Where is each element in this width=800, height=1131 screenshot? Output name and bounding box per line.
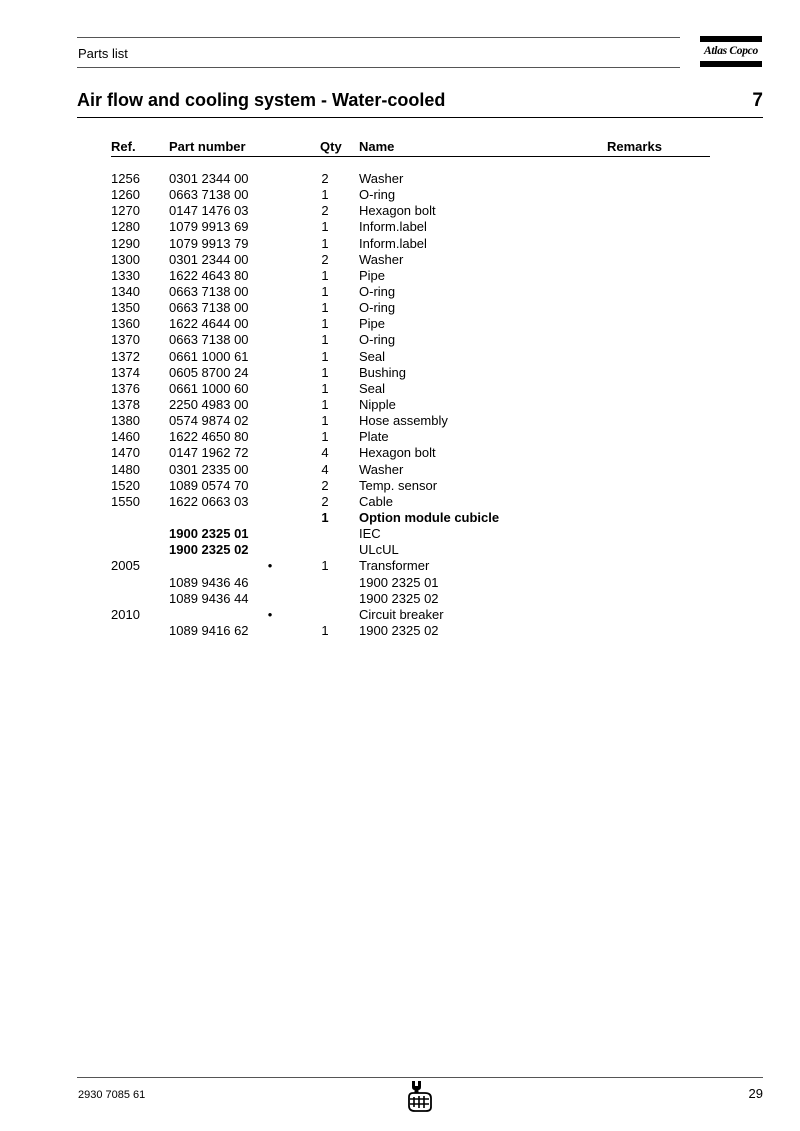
table-row [0,462,800,478]
cell-qty: 2 [321,171,329,186]
cell-part-number: 1622 0663 03 [169,493,249,509]
cell-qty: 2 [321,203,329,219]
cell-ref: 1520 [111,477,140,493]
cell-qty: 4 [321,461,329,477]
cell-ref: 1372 [111,348,140,364]
table-row [0,526,800,542]
section-number: 7 [752,90,763,111]
cell-ref: 2010 [111,606,140,622]
cell-name: Nipple [359,396,396,412]
table-row [0,171,800,187]
table-row [0,478,800,494]
cell-part-number: 0663 7138 00 [169,332,249,348]
table-row [0,607,800,623]
table-row [0,268,800,284]
cell-ref: 1300 [111,251,140,267]
cell-qty: 1 [321,429,329,445]
cell-part-number: 0663 7138 00 [169,300,249,316]
cell-qty: 1 [321,380,329,396]
cell-ref: 1290 [111,235,140,251]
cell-ref: 1270 [111,203,140,219]
cell-part-number: 1900 2325 01 [169,526,249,542]
table-row [0,332,800,348]
cell-name: Bushing [359,364,406,380]
cell-name: Circuit breaker [359,606,444,622]
cell-part-number: 0574 9874 02 [169,413,249,429]
page-number: 29 [748,1086,763,1101]
cell-part-number: 1089 9436 46 [169,574,249,590]
table-row [0,591,800,607]
cell-ref: 1360 [111,316,140,332]
table-row [0,542,800,558]
cell-name: Inform.label [359,219,427,235]
column-header-ref: Ref. [111,139,136,154]
cell-qty: 1 [321,235,329,251]
cell-part-number: 0301 2344 00 [169,251,249,267]
cell-qty: 1 [321,413,329,429]
cell-qty: 1 [321,622,329,638]
cell-qty: 1 [321,509,329,525]
cell-part-number: 1079 9913 79 [169,235,249,251]
footer-rule [77,1077,763,1078]
cell-part-number: 1089 0574 70 [169,477,249,493]
cell-qty: 2 [321,251,329,267]
cell-ref: 1378 [111,396,140,412]
cell-name: Seal [359,348,386,364]
cell-qty: 1 [321,396,329,412]
cell-name: 1900 2325 02 [359,622,439,638]
cell-qty: 1 [321,348,329,364]
table-row [0,623,800,639]
cell-qty: 1 [321,332,329,348]
cell-name: Option module cubicle [359,509,500,525]
cell-ref: 1330 [111,267,140,283]
mechanic-icon [405,1079,435,1113]
table-row [0,203,800,219]
cell-ref: 1380 [111,413,140,429]
table-row [0,510,800,526]
cell-qty: 1 [321,267,329,283]
cell-name: Washer [359,171,404,186]
cell-qty: 1 [321,558,329,574]
table-row [0,316,800,332]
cell-name: Seal [359,380,386,396]
table-header-rule [111,156,710,157]
cell-part-number: 1900 2325 02 [169,542,249,558]
table-row [0,236,800,252]
cell-name: Plate [359,429,389,445]
table-row [0,558,800,574]
cell-part-number: 1089 9416 62 [169,622,249,638]
cell-part-number: 0661 1000 60 [169,380,249,396]
parts-table [0,171,800,639]
cell-qty: 1 [321,219,329,235]
cell-name: O-ring [359,300,396,316]
cell-variant-marker: • [267,558,273,574]
cell-part-number: 0605 8700 24 [169,364,249,380]
cell-name: Pipe [359,267,386,283]
cell-name: IEC [359,526,381,542]
cell-ref: 1260 [111,187,140,203]
header-rule-top [77,37,680,38]
cell-ref: 1256 [111,171,140,186]
table-row [0,445,800,461]
table-row [0,219,800,235]
table-row [0,187,800,203]
table-row [0,575,800,591]
column-header-part-number: Part number [169,139,246,154]
cell-part-number: 1089 9436 44 [169,590,249,606]
cell-qty: 1 [321,187,329,203]
cell-name: Hexagon bolt [359,203,436,219]
cell-ref: 1480 [111,461,140,477]
cell-name: O-ring [359,332,396,348]
cell-ref: 1374 [111,364,140,380]
cell-ref: 1340 [111,283,140,299]
cell-ref: 1280 [111,219,140,235]
cell-ref: 1376 [111,380,140,396]
header-rule-bottom [77,67,680,68]
cell-ref: 2005 [111,558,140,574]
cell-name: Temp. sensor [359,477,438,493]
table-row [0,284,800,300]
cell-ref: 1460 [111,429,140,445]
cell-ref: 1350 [111,300,140,316]
document-number: 2930 7085 61 [78,1089,146,1101]
cell-name: Washer [359,461,404,477]
cell-qty: 1 [321,364,329,380]
table-row [0,494,800,510]
column-header-name: Name [359,139,395,154]
cell-ref: 1550 [111,493,140,509]
cell-name: 1900 2325 01 [359,574,439,590]
cell-name: O-ring [359,283,396,299]
cell-name: Hose assembly [359,413,448,429]
title-rule [77,117,763,118]
table-row [0,300,800,316]
cell-ref: 1370 [111,332,140,348]
cell-qty: 2 [321,493,329,509]
cell-name: Washer [359,251,404,267]
cell-variant-marker: • [267,606,273,622]
cell-part-number: 0147 1476 03 [169,203,249,219]
cell-part-number: 0301 2344 00 [169,171,249,186]
table-row [0,397,800,413]
cell-part-number: 1622 4650 80 [169,429,249,445]
column-header-remarks: Remarks [607,139,662,154]
header-section-label: Parts list [78,46,128,61]
table-row [0,365,800,381]
logo-text: Atlas Copco [704,45,758,57]
cell-part-number: 1622 4644 00 [169,316,249,332]
atlas-copco-logo [700,36,762,67]
cell-name: Pipe [359,316,386,332]
cell-ref: 1470 [111,445,140,461]
cell-part-number: 0301 2335 00 [169,461,249,477]
cell-qty: 2 [321,477,329,493]
cell-part-number: 1079 9913 69 [169,219,249,235]
cell-part-number: 0147 1962 72 [169,445,249,461]
cell-name: Inform.label [359,235,427,251]
page-title: Air flow and cooling system - Water-cooled [77,90,446,110]
cell-part-number: 1622 4643 80 [169,267,249,283]
cell-part-number: 0661 1000 61 [169,348,249,364]
cell-qty: 1 [321,316,329,332]
cell-part-number: 0663 7138 00 [169,187,249,203]
cell-name: Cable [359,493,393,509]
cell-name: Hexagon bolt [359,445,436,461]
column-header-qty: Qty [320,139,342,154]
table-row [0,381,800,397]
cell-name: O-ring [359,187,396,203]
cell-name: ULcUL [359,542,399,558]
table-row [0,413,800,429]
cell-qty: 1 [321,283,329,299]
cell-qty: 1 [321,300,329,316]
cell-part-number: 2250 4983 00 [169,396,249,412]
cell-name: 1900 2325 02 [359,590,439,606]
table-row [0,252,800,268]
cell-part-number: 0663 7138 00 [169,283,249,299]
cell-qty: 4 [321,445,329,461]
cell-name: Transformer [359,558,430,574]
table-row [0,429,800,445]
table-row [0,349,800,365]
